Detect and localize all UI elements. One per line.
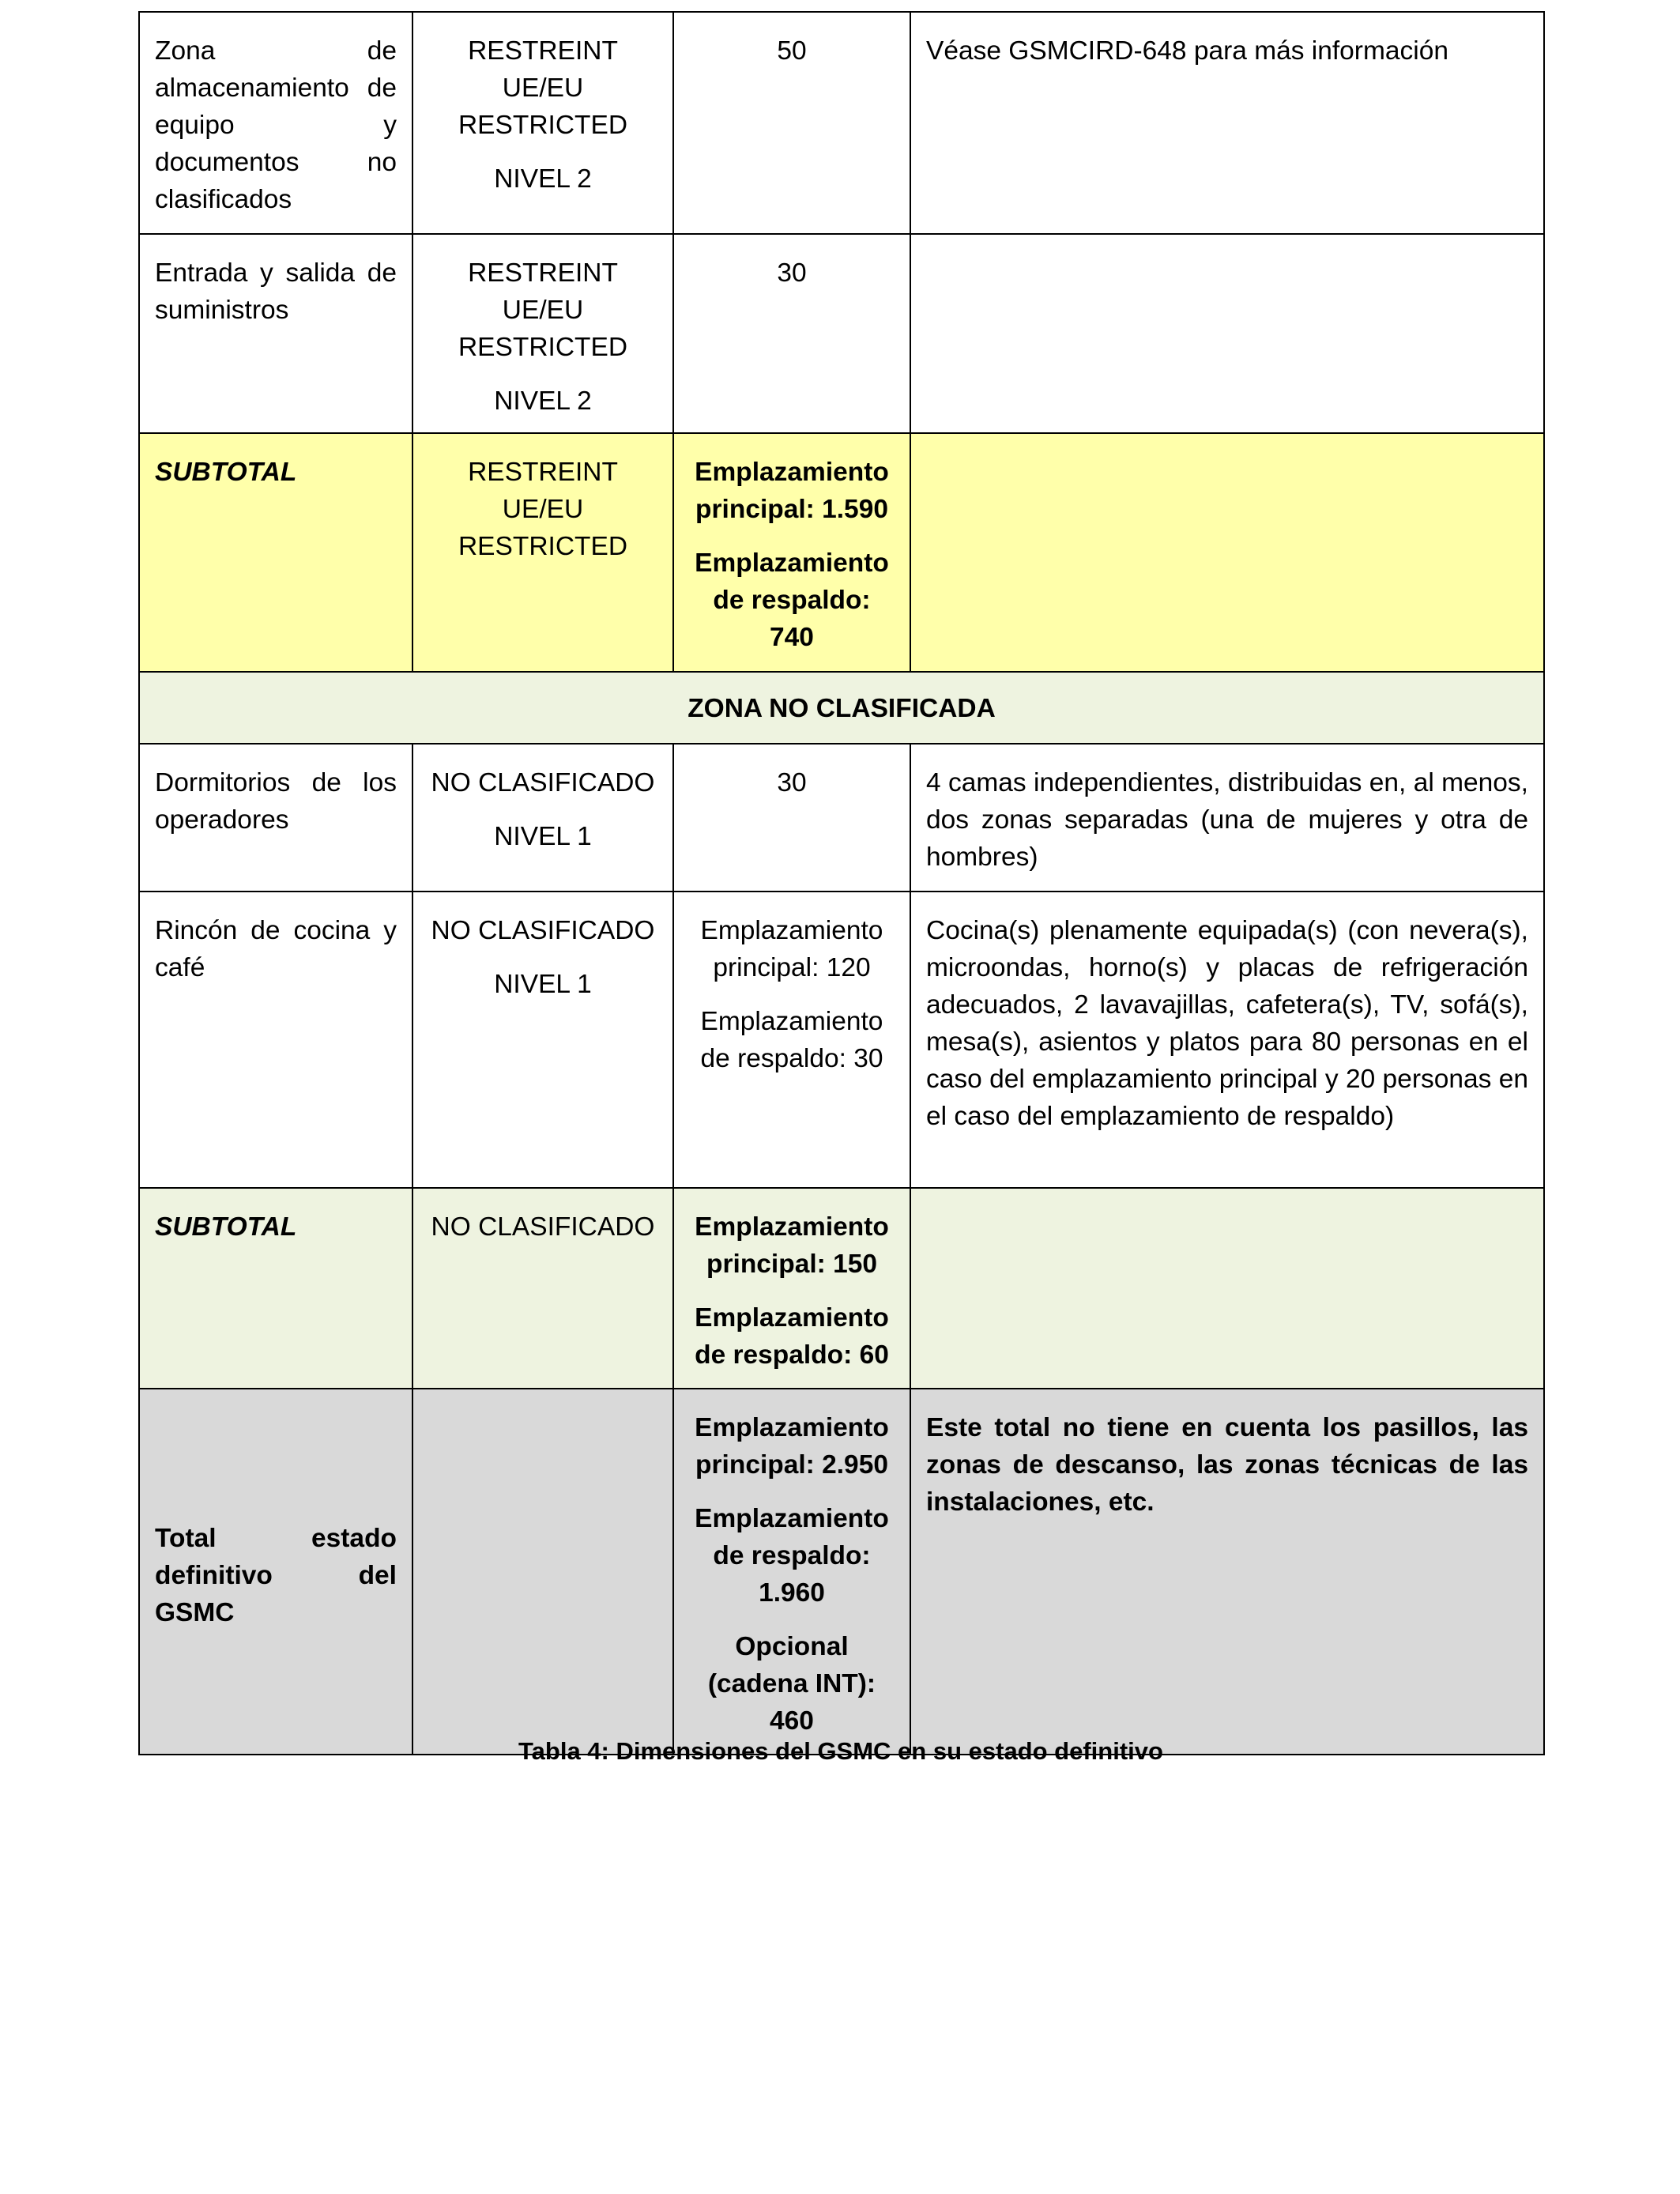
area-main-site: Emplazamiento principal: 1.590 (695, 458, 889, 524)
table-row (139, 744, 1544, 892)
classification-level: NIVEL 2 (494, 164, 592, 194)
zone-cell: Zona de almacenamiento de equipo y documentos no clasificados (139, 12, 412, 234)
classification-cell (412, 1188, 673, 1389)
notes-cell: Cocina(s) plenamente equipada(s) (con nevera(s), microondas, horno(s) y placas de refrigeración adecuados, 2 lavavajillas, cafetera(s), TV, sofá(s), mesa(s), asientos y platos para 80 personas en el caso del emplazamiento principal y 20 personas en el caso del emplazamiento de respaldo) (910, 892, 1544, 1188)
area-cell (673, 744, 910, 892)
subtotal-row-unclassified (139, 1188, 1544, 1389)
table-row (139, 892, 1544, 1188)
area-optional: Opcional (cadena INT): 460 (707, 1632, 876, 1736)
notes-cell: Véase GSMCIRD-648 para más información (910, 12, 1544, 234)
area-backup-site: Emplazamiento de respaldo: 30 (700, 1007, 883, 1073)
notes-cell: 4 camas independientes, distribuidas en, al menos, dos zonas separadas (una de mujeres y otra de hombres) (910, 744, 1544, 892)
zone-cell: Rincón de cocina y café (139, 892, 412, 1188)
area-cell (673, 892, 910, 1188)
classification-level: NIVEL 2 (494, 386, 592, 416)
area-backup-site: Emplazamiento de respaldo: 740 (695, 548, 889, 652)
table-row (139, 234, 1544, 433)
area-backup-site: Emplazamiento de respaldo: 1.960 (695, 1504, 889, 1608)
area-value: 30 (777, 768, 807, 797)
area-cell (673, 12, 910, 234)
table-row (139, 12, 1544, 234)
notes-cell (910, 234, 1544, 433)
area-value: 30 (777, 258, 807, 288)
area-main-site: Emplazamiento principal: 120 (700, 916, 883, 982)
classification-level: NIVEL 1 (494, 822, 592, 851)
area-cell (673, 1188, 910, 1389)
area-cell (673, 234, 910, 433)
area-main-site: Emplazamiento principal: 150 (695, 1212, 889, 1279)
classification-cell (412, 234, 673, 433)
zone-cell: Entrada y salida de suministros (139, 234, 412, 433)
classification-cell (412, 1389, 673, 1755)
notes-cell (910, 433, 1544, 672)
section-header: ZONA NO CLASIFICADA (139, 672, 1544, 744)
classification-line: NO CLASIFICADO (431, 916, 655, 945)
classification-line: NO CLASIFICADO (431, 768, 655, 797)
classification-level: NIVEL 1 (494, 970, 592, 999)
area-cell (673, 1389, 910, 1755)
subtotal-label: SUBTOTAL (139, 1188, 412, 1389)
zone-cell: Dormitorios de los operadores (139, 744, 412, 892)
area-main-site: Emplazamiento principal: 2.950 (695, 1413, 889, 1480)
notes-cell: Este total no tiene en cuenta los pasillos, las zonas de descanso, las zonas técnicas de las instalaciones, etc. (910, 1389, 1544, 1755)
classification-cell (412, 12, 673, 234)
area-value: 50 (777, 36, 807, 66)
area-backup-site: Emplazamiento de respaldo: 60 (695, 1303, 889, 1370)
total-label: Total estado definitivo del GSMC (139, 1389, 412, 1755)
gsmc-dimensions-table (138, 11, 1545, 1755)
classification-line: RESTREINT UE/EU RESTRICTED (458, 36, 628, 140)
table-caption: Tabla 4: Dimensiones del GSMC en su estado definitivo (518, 1737, 1163, 1765)
classification-cell (412, 433, 673, 672)
classification-cell (412, 892, 673, 1188)
classification-line: NO CLASIFICADO (431, 1212, 655, 1242)
section-header-row (139, 672, 1544, 744)
classification-cell (412, 744, 673, 892)
subtotal-row-restricted (139, 433, 1544, 672)
subtotal-label: SUBTOTAL (139, 433, 412, 672)
area-cell (673, 433, 910, 672)
classification-line: RESTREINT UE/EU RESTRICTED (458, 258, 628, 362)
total-row (139, 1389, 1544, 1755)
notes-cell (910, 1188, 1544, 1389)
classification-line: RESTREINT UE/EU RESTRICTED (458, 458, 628, 561)
